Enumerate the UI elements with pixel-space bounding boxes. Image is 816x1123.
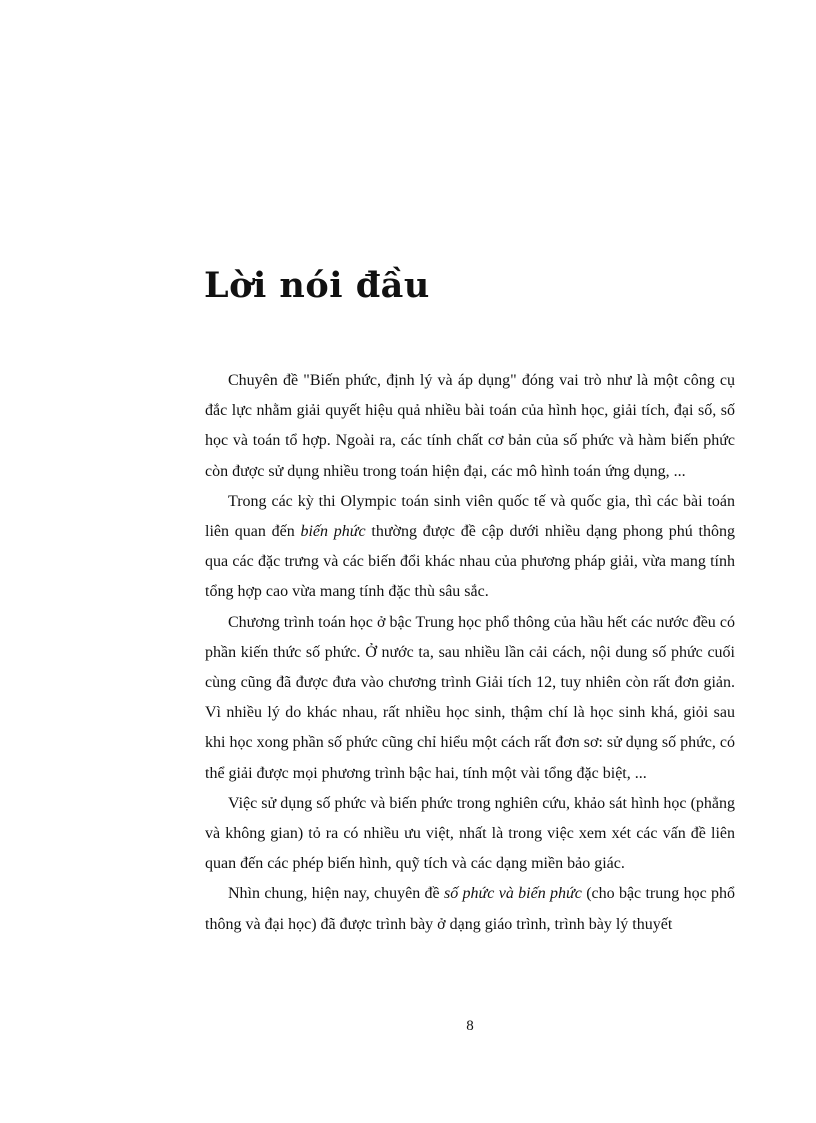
paragraph-3: Chương trình toán học ở bậc Trung học phổ thông của hầu hết các nước đều có phần kiến thức số phức. Ở nước ta, sau nhiều lần cải cách, nội dung số phức cuối cùng cũng đã được đưa vào chương trình Giải tích 12, tuy nhiên còn rất đơn giản. Vì nhiều lý do khác nhau, rất nhiều học sinh, thậm chí là học sinh khá, giỏi sau khi học xong phần số phức cũng chỉ hiểu một cách rất đơn sơ: sử dụng số phức, có thể giải được mọi phương trình bậc hai, tính một vài tổng đặc biệt, ... <box>205 613 735 782</box>
paragraph-5-text-after: (cho bậc trung học phổ thông và đại học) đã được trình bày ở dạng giáo trình, trình bày lý thuyết <box>205 885 736 933</box>
chapter-title: Lời nói đầu <box>204 265 430 306</box>
page-number: 8 <box>466 1018 474 1034</box>
paragraph-5-text-before: Nhìn chung, hiện nay, chuyên đề <box>228 885 444 903</box>
paragraph-4: Việc sử dụng số phức và biến phức trong nghiên cứu, khảo sát hình học (phẳng và không gian) tỏ ra có nhiều ưu việt, nhất là trong việc xem xét các vấn đề liên quan đến các phép biến hình, quỹ tích và các dạng miền bảo giác. <box>205 794 735 873</box>
paragraph-5 <box>205 879 735 939</box>
body-text <box>205 366 735 940</box>
paragraph-2-text-before: Trong các kỳ thi Olympic toán sinh viên quốc tế và quốc gia, thì các bài toán liên quan đến <box>205 492 735 541</box>
paragraph-2-text-after: thường được đề cập dưới nhiều dạng phong phú thông qua các đặc trưng và các biến đổi khác nhau của phương pháp giải, vừa mang tính tổng hợp cao vừa mang tính đặc thù sâu sắc. <box>205 523 736 601</box>
paragraph-1: Chuyên đề "Biến phức, định lý và áp dụng" đóng vai trò như là một công cụ đắc lực nhằm giải quyết hiệu quả nhiều bài toán của hình học, giải tích, đại số, số học và toán tổ hợp. Ngoài ra, các tính chất cơ bản của số phức và hàm biến phức còn được sử dụng nhiều trong toán hiện đại, các mô hình toán ứng dụng, ... <box>205 372 735 480</box>
paragraph-2-emphasis: biến phức <box>300 523 366 541</box>
paragraph-2 <box>205 487 735 608</box>
paragraph-5-emphasis: số phức và biến phức <box>444 885 582 903</box>
